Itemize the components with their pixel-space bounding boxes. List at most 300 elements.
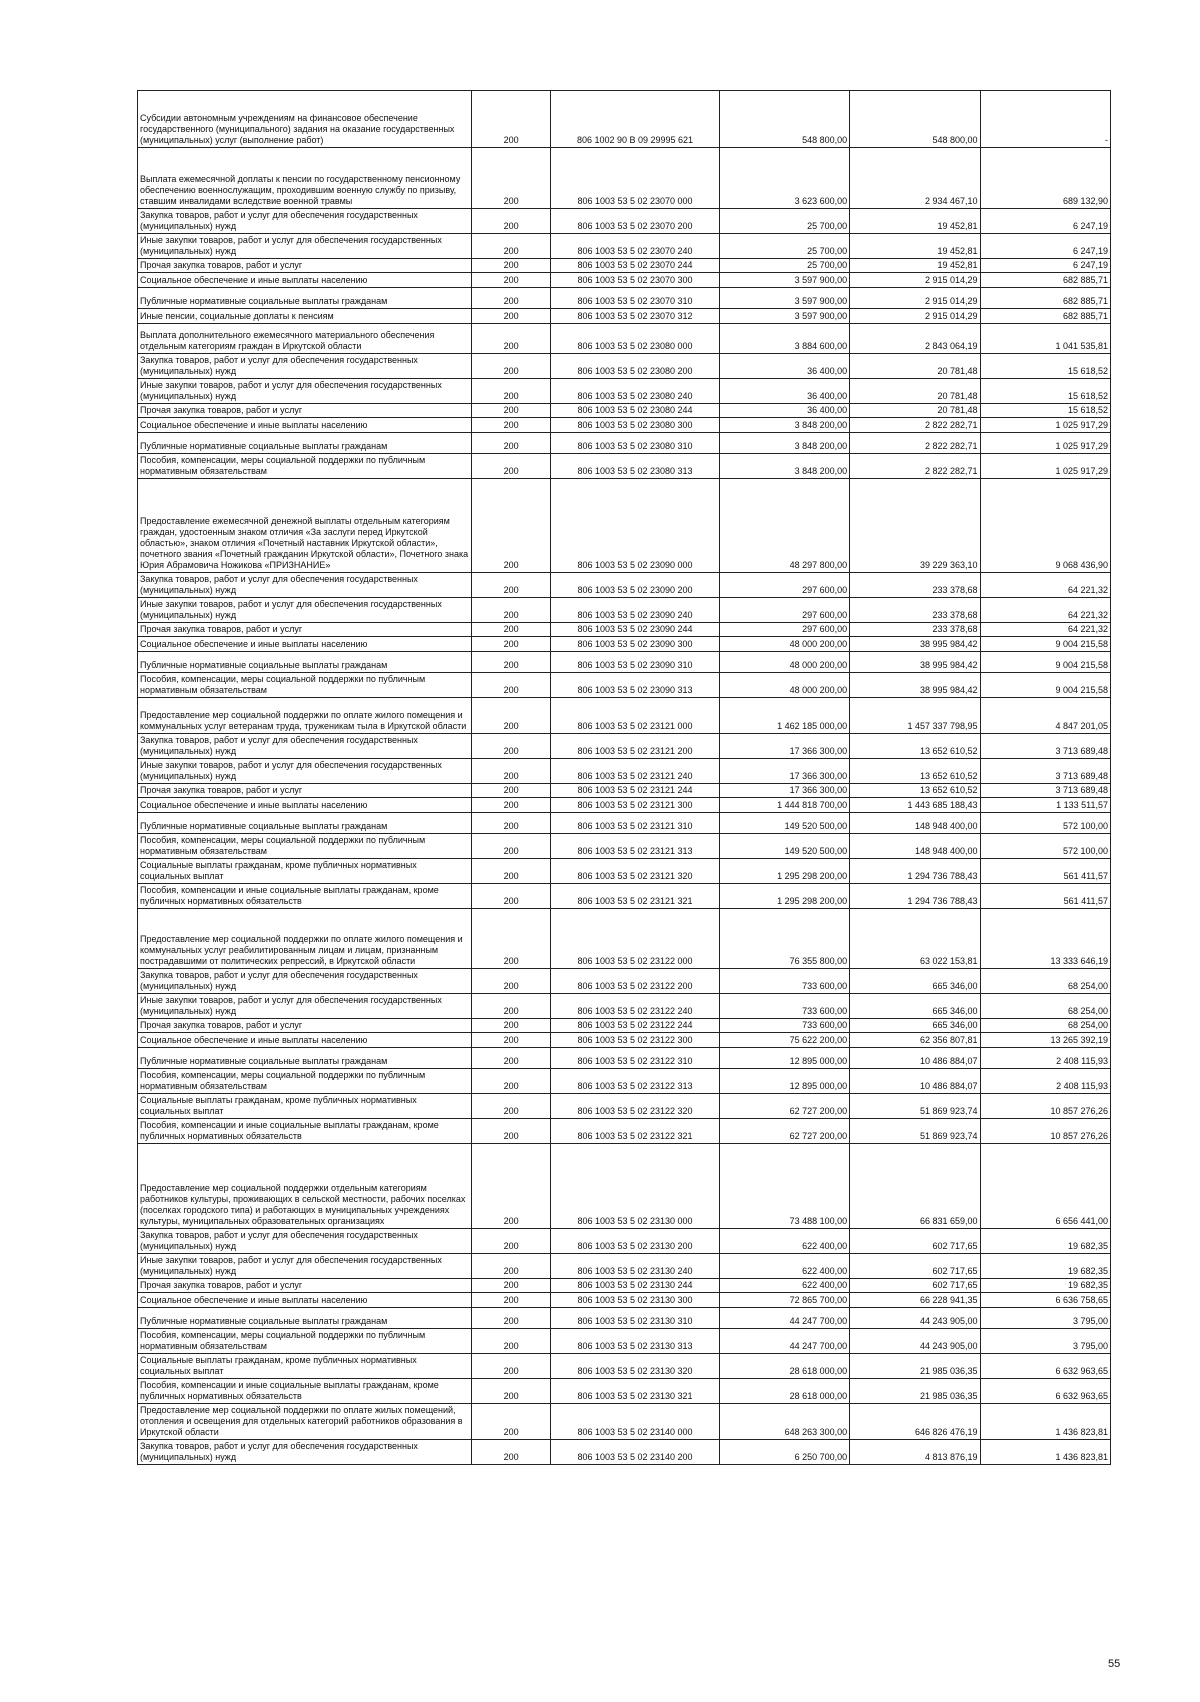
row-diff-cell: 3 713 689,48 [980,784,1110,798]
row-kbk-cell: 806 1003 53 5 02 23070 244 [551,259,720,273]
row-code-cell: 200 [472,309,551,324]
row-diff-cell: 68 254,00 [980,1019,1110,1033]
row-fact-cell: 665 346,00 [850,994,980,1019]
row-fact-cell: 10 486 884,07 [850,1048,980,1069]
row-name-cell: Иные закупки товаров, работ и услуг для обеспечения государственных (муниципальных) нужд [138,994,472,1019]
row-diff-cell: 1 041 535,81 [980,324,1110,354]
row-fact-cell: 1 457 337 798,95 [850,698,980,734]
row-fact-cell: 51 869 923,74 [850,1094,980,1119]
row-plan-cell: 149 520 500,00 [719,834,849,859]
row-diff-cell: 15 618,52 [980,404,1110,418]
row-diff-cell: 3 795,00 [980,1308,1110,1329]
row-code-cell: 200 [472,698,551,734]
row-kbk-cell: 806 1003 53 5 02 23080 313 [551,454,720,479]
row-fact-cell: 233 378,68 [850,573,980,598]
row-name-cell: Социальное обеспечение и иные выплаты населению [138,637,472,652]
row-kbk-cell: 806 1003 53 5 02 23121 000 [551,698,720,734]
table-row [138,454,1111,479]
row-fact-cell: 20 781,48 [850,354,980,379]
row-plan-cell: 25 700,00 [719,209,849,234]
row-plan-cell: 3 597 900,00 [719,288,849,309]
row-code-cell: 200 [472,324,551,354]
row-plan-cell: 1 444 818 700,00 [719,798,849,813]
table-row [138,209,1111,234]
row-name-cell: Иные закупки товаров, работ и услуг для обеспечения государственных (муниципальных) нужд [138,759,472,784]
row-fact-cell: 602 717,65 [850,1229,980,1254]
row-kbk-cell: 806 1003 53 5 02 23090 240 [551,598,720,623]
row-code-cell: 200 [472,969,551,994]
row-fact-cell: 2 915 014,29 [850,273,980,288]
row-fact-cell: 13 652 610,52 [850,734,980,759]
row-name-cell: Прочая закупка товаров, работ и услуг [138,404,472,418]
row-diff-cell: 10 857 276,26 [980,1119,1110,1144]
row-plan-cell: 48 000 200,00 [719,673,849,698]
row-name-cell: Закупка товаров, работ и услуг для обеспечения государственных (муниципальных) нужд [138,1440,472,1465]
row-diff-cell: 561 411,57 [980,859,1110,884]
row-name-cell: Публичные нормативные социальные выплаты гражданам [138,813,472,834]
table-row [138,1019,1111,1033]
row-plan-cell: 733 600,00 [719,1019,849,1033]
row-plan-cell: 62 727 200,00 [719,1119,849,1144]
row-fact-cell: 19 452,81 [850,209,980,234]
row-fact-cell: 66 228 941,35 [850,1293,980,1308]
table-row [138,1329,1111,1354]
row-name-cell: Пособия, компенсации, меры социальной поддержки по публичным нормативным обязательствам [138,454,472,479]
row-name-cell: Пособия, компенсации, меры социальной поддержки по публичным нормативным обязательствам [138,673,472,698]
row-diff-cell: 1 436 823,81 [980,1404,1110,1440]
row-diff-cell: 6 247,19 [980,234,1110,259]
row-kbk-cell: 806 1003 53 5 02 23130 000 [551,1144,720,1229]
row-fact-cell: 44 243 905,00 [850,1308,980,1329]
row-name-cell: Закупка товаров, работ и услуг для обеспечения государственных (муниципальных) нужд [138,209,472,234]
row-kbk-cell: 806 1003 53 5 02 23121 320 [551,859,720,884]
table-row [138,598,1111,623]
table-row [138,1293,1111,1308]
row-kbk-cell: 806 1003 53 5 02 23130 240 [551,1254,720,1279]
row-diff-cell: 68 254,00 [980,969,1110,994]
row-plan-cell: 3 848 200,00 [719,454,849,479]
row-code-cell: 200 [472,834,551,859]
row-code-cell: 200 [472,454,551,479]
table-row [138,1379,1111,1404]
row-code-cell: 200 [472,759,551,784]
row-name-cell: Закупка товаров, работ и услуг для обеспечения государственных (муниципальных) нужд [138,1229,472,1254]
table-row [138,404,1111,418]
table-row [138,1033,1111,1048]
row-name-cell: Предоставление ежемесячной денежной выплаты отдельным категориям граждан, удостоенным знаком отличия «За заслуги перед Иркутской областью», знаком отличия «Почетный наставник Иркутской области», почетного звания «Почетный гражданин Иркутской области», Почетного знака Юрия Абрамовича Ножикова «ПРИЗНАНИЕ» [138,479,472,573]
row-diff-cell: 3 795,00 [980,1329,1110,1354]
row-name-cell: Социальное обеспечение и иные выплаты населению [138,1293,472,1308]
row-code-cell: 200 [472,673,551,698]
row-plan-cell: 297 600,00 [719,573,849,598]
row-code-cell: 200 [472,1033,551,1048]
row-code-cell: 200 [472,1308,551,1329]
row-kbk-cell: 806 1003 53 5 02 23140 000 [551,1404,720,1440]
row-plan-cell: 12 895 000,00 [719,1069,849,1094]
row-diff-cell: 689 132,90 [980,148,1110,209]
table-row [138,1279,1111,1293]
row-plan-cell: 48 000 200,00 [719,637,849,652]
row-plan-cell: 17 366 300,00 [719,784,849,798]
row-kbk-cell: 806 1003 53 5 02 23121 200 [551,734,720,759]
row-fact-cell: 39 229 363,10 [850,479,980,573]
row-name-cell: Публичные нормативные социальные выплаты гражданам [138,433,472,454]
row-kbk-cell: 806 1003 53 5 02 23080 300 [551,418,720,433]
row-fact-cell: 2 822 282,71 [850,454,980,479]
row-name-cell: Пособия, компенсации, меры социальной поддержки по публичным нормативным обязательствам [138,1329,472,1354]
row-plan-cell: 548 800,00 [719,91,849,148]
row-fact-cell: 602 717,65 [850,1279,980,1293]
row-diff-cell: 1 025 917,29 [980,454,1110,479]
table-row [138,1308,1111,1329]
row-diff-cell: 6 656 441,00 [980,1144,1110,1229]
row-plan-cell: 1 295 298 200,00 [719,859,849,884]
row-diff-cell: 19 682,35 [980,1229,1110,1254]
row-fact-cell: 148 948 400,00 [850,834,980,859]
table-row [138,309,1111,324]
row-fact-cell: 233 378,68 [850,598,980,623]
row-code-cell: 200 [472,1440,551,1465]
row-kbk-cell: 806 1003 53 5 02 23122 240 [551,994,720,1019]
row-diff-cell: 6 247,19 [980,209,1110,234]
row-name-cell: Иные закупки товаров, работ и услуг для обеспечения государственных (муниципальных) нужд [138,234,472,259]
row-fact-cell: 13 652 610,52 [850,784,980,798]
row-fact-cell: 66 831 659,00 [850,1144,980,1229]
row-diff-cell: 64 221,32 [980,623,1110,637]
row-code-cell: 200 [472,734,551,759]
row-kbk-cell: 806 1003 53 5 02 23090 310 [551,652,720,673]
row-fact-cell: 38 995 984,42 [850,652,980,673]
row-code-cell: 200 [472,1144,551,1229]
row-code-cell: 200 [472,1094,551,1119]
row-diff-cell: 10 857 276,26 [980,1094,1110,1119]
row-plan-cell: 3 597 900,00 [719,309,849,324]
row-name-cell: Закупка товаров, работ и услуг для обеспечения государственных (муниципальных) нужд [138,734,472,759]
row-kbk-cell: 806 1003 53 5 02 23122 300 [551,1033,720,1048]
row-fact-cell: 44 243 905,00 [850,1329,980,1354]
row-name-cell: Пособия, компенсации и иные социальные выплаты гражданам, кроме публичных нормативных обязательств [138,1379,472,1404]
row-plan-cell: 62 727 200,00 [719,1094,849,1119]
table-row [138,479,1111,573]
row-plan-cell: 28 618 000,00 [719,1379,849,1404]
row-name-cell: Иные закупки товаров, работ и услуг для обеспечения государственных (муниципальных) нужд [138,598,472,623]
row-plan-cell: 44 247 700,00 [719,1308,849,1329]
row-name-cell: Социальные выплаты гражданам, кроме публичных нормативных социальных выплат [138,1094,472,1119]
row-code-cell: 200 [472,91,551,148]
row-plan-cell: 3 597 900,00 [719,273,849,288]
row-diff-cell: 6 632 963,65 [980,1354,1110,1379]
row-diff-cell: 682 885,71 [980,309,1110,324]
row-name-cell: Публичные нормативные социальные выплаты гражданам [138,1308,472,1329]
row-kbk-cell: 806 1003 53 5 02 23130 320 [551,1354,720,1379]
row-code-cell: 200 [472,234,551,259]
row-plan-cell: 622 400,00 [719,1279,849,1293]
row-kbk-cell: 806 1003 53 5 02 23070 310 [551,288,720,309]
row-fact-cell: 233 378,68 [850,623,980,637]
table-row [138,354,1111,379]
row-diff-cell: 6 632 963,65 [980,1379,1110,1404]
table-row [138,909,1111,969]
row-code-cell: 200 [472,418,551,433]
row-fact-cell: 19 452,81 [850,259,980,273]
row-plan-cell: 733 600,00 [719,994,849,1019]
row-diff-cell: 6 636 758,65 [980,1293,1110,1308]
row-name-cell: Социальное обеспечение и иные выплаты населению [138,798,472,813]
row-plan-cell: 25 700,00 [719,234,849,259]
row-diff-cell: 1 025 917,29 [980,433,1110,454]
row-code-cell: 200 [472,479,551,573]
table-row [138,969,1111,994]
row-fact-cell: 2 915 014,29 [850,309,980,324]
row-diff-cell: 6 247,19 [980,259,1110,273]
table-row [138,859,1111,884]
row-code-cell: 200 [472,884,551,909]
row-code-cell: 200 [472,1048,551,1069]
row-diff-cell: 9 068 436,90 [980,479,1110,573]
row-fact-cell: 2 934 467,10 [850,148,980,209]
row-code-cell: 200 [472,573,551,598]
row-plan-cell: 17 366 300,00 [719,734,849,759]
row-plan-cell: 75 622 200,00 [719,1033,849,1048]
table-row [138,1048,1111,1069]
table-row [138,288,1111,309]
row-diff-cell: 1 025 917,29 [980,418,1110,433]
row-name-cell: Социальное обеспечение и иные выплаты населению [138,1033,472,1048]
row-fact-cell: 38 995 984,42 [850,673,980,698]
row-plan-cell: 17 366 300,00 [719,759,849,784]
row-kbk-cell: 806 1003 53 5 02 23130 200 [551,1229,720,1254]
row-code-cell: 200 [472,379,551,404]
row-kbk-cell: 806 1003 53 5 02 23122 320 [551,1094,720,1119]
table-row [138,148,1111,209]
row-kbk-cell: 806 1003 53 5 02 23122 310 [551,1048,720,1069]
row-diff-cell: 682 885,71 [980,273,1110,288]
row-code-cell: 200 [472,909,551,969]
row-plan-cell: 733 600,00 [719,969,849,994]
table-row [138,1254,1111,1279]
row-plan-cell: 36 400,00 [719,404,849,418]
table-row [138,1404,1111,1440]
row-kbk-cell: 806 1003 53 5 02 23121 310 [551,813,720,834]
row-kbk-cell: 806 1003 53 5 02 23090 000 [551,479,720,573]
row-name-cell: Субсидии автономным учреждениям на финансовое обеспечение государственного (муниципального) задания на оказание государственных (муниципальных) услуг (выполнение работ) [138,91,472,148]
row-code-cell: 200 [472,1119,551,1144]
table-row [138,834,1111,859]
row-kbk-cell: 806 1003 53 5 02 23080 244 [551,404,720,418]
row-kbk-cell: 806 1003 53 5 02 23130 244 [551,1279,720,1293]
row-kbk-cell: 806 1003 53 5 02 23080 310 [551,433,720,454]
row-fact-cell: 20 781,48 [850,404,980,418]
row-name-cell: Выплата ежемесячной доплаты к пенсии по государственному пенсионному обеспечению военнослужащим, проходившим военную службу по призыву, ставшим инвалидами вследствие военной травмы [138,148,472,209]
budget-table [137,90,1111,1465]
row-plan-cell: 3 884 600,00 [719,324,849,354]
row-diff-cell: - [980,91,1110,148]
row-fact-cell: 63 022 153,81 [850,909,980,969]
row-name-cell: Закупка товаров, работ и услуг для обеспечения государственных (муниципальных) нужд [138,969,472,994]
row-name-cell: Социальные выплаты гражданам, кроме публичных нормативных социальных выплат [138,1354,472,1379]
row-plan-cell: 297 600,00 [719,623,849,637]
row-plan-cell: 3 848 200,00 [719,433,849,454]
row-code-cell: 200 [472,784,551,798]
row-fact-cell: 21 985 036,35 [850,1379,980,1404]
row-diff-cell: 9 004 215,58 [980,673,1110,698]
row-name-cell: Прочая закупка товаров, работ и услуг [138,623,472,637]
row-name-cell: Предоставление мер социальной поддержки по оплате жилых помещений, отопления и освещения для отдельных категорий работников образования в Иркутской области [138,1404,472,1440]
row-diff-cell: 13 333 646,19 [980,909,1110,969]
table-row [138,673,1111,698]
row-name-cell: Иные закупки товаров, работ и услуг для обеспечения государственных (муниципальных) нужд [138,379,472,404]
table-row [138,324,1111,354]
row-name-cell: Пособия, компенсации и иные социальные выплаты гражданам, кроме публичных нормативных обязательств [138,1119,472,1144]
row-code-cell: 200 [472,859,551,884]
row-name-cell: Публичные нормативные социальные выплаты гражданам [138,1048,472,1069]
row-name-cell: Иные пенсии, социальные доплаты к пенсиям [138,309,472,324]
table-row [138,698,1111,734]
row-fact-cell: 62 356 807,81 [850,1033,980,1048]
row-name-cell: Предоставление мер социальной поддержки по оплате жилого помещения и коммунальных услуг реабилитированным лицам и лицам, признанным пострадавшими от политических репрессий, в Иркутской области [138,909,472,969]
table-row [138,884,1111,909]
table-row [138,813,1111,834]
row-kbk-cell: 806 1003 53 5 02 23090 200 [551,573,720,598]
row-fact-cell: 1 443 685 188,43 [850,798,980,813]
table-row [138,379,1111,404]
row-fact-cell: 4 813 876,19 [850,1440,980,1465]
row-code-cell: 200 [472,259,551,273]
row-plan-cell: 73 488 100,00 [719,1144,849,1229]
table-row [138,652,1111,673]
row-plan-cell: 648 263 300,00 [719,1404,849,1440]
row-diff-cell: 3 713 689,48 [980,734,1110,759]
row-fact-cell: 20 781,48 [850,379,980,404]
row-diff-cell: 2 408 115,93 [980,1048,1110,1069]
row-kbk-cell: 806 1003 53 5 02 23090 244 [551,623,720,637]
row-fact-cell: 2 822 282,71 [850,418,980,433]
row-plan-cell: 149 520 500,00 [719,813,849,834]
row-diff-cell: 3 713 689,48 [980,759,1110,784]
row-code-cell: 200 [472,1329,551,1354]
table-body [138,91,1111,1465]
row-kbk-cell: 806 1003 53 5 02 23121 313 [551,834,720,859]
table-row [138,1094,1111,1119]
row-plan-cell: 36 400,00 [719,379,849,404]
row-fact-cell: 38 995 984,42 [850,637,980,652]
row-plan-cell: 622 400,00 [719,1229,849,1254]
row-diff-cell: 64 221,32 [980,598,1110,623]
row-kbk-cell: 806 1003 53 5 02 23122 321 [551,1119,720,1144]
row-code-cell: 200 [472,404,551,418]
row-kbk-cell: 806 1003 53 5 02 23122 313 [551,1069,720,1094]
row-fact-cell: 665 346,00 [850,1019,980,1033]
row-plan-cell: 28 618 000,00 [719,1354,849,1379]
table-row [138,994,1111,1019]
row-kbk-cell: 806 1003 53 5 02 23070 240 [551,234,720,259]
row-diff-cell: 9 004 215,58 [980,652,1110,673]
row-name-cell: Социальное обеспечение и иные выплаты населению [138,273,472,288]
page-number: 55 [1108,1658,1121,1670]
row-code-cell: 200 [472,1379,551,1404]
row-plan-cell: 12 895 000,00 [719,1048,849,1069]
row-kbk-cell: 806 1003 53 5 02 23080 000 [551,324,720,354]
row-kbk-cell: 806 1002 90 В 09 29995 621 [551,91,720,148]
row-code-cell: 200 [472,1293,551,1308]
row-kbk-cell: 806 1003 53 5 02 23122 244 [551,1019,720,1033]
row-diff-cell: 9 004 215,58 [980,637,1110,652]
row-diff-cell: 15 618,52 [980,379,1110,404]
row-plan-cell: 3 848 200,00 [719,418,849,433]
row-kbk-cell: 806 1003 53 5 02 23121 240 [551,759,720,784]
row-code-cell: 200 [472,1254,551,1279]
row-code-cell: 200 [472,288,551,309]
row-kbk-cell: 806 1003 53 5 02 23080 200 [551,354,720,379]
row-fact-cell: 2 822 282,71 [850,433,980,454]
row-code-cell: 200 [472,994,551,1019]
row-name-cell: Публичные нормативные социальные выплаты гражданам [138,652,472,673]
row-plan-cell: 3 623 600,00 [719,148,849,209]
row-diff-cell: 19 682,35 [980,1254,1110,1279]
row-code-cell: 200 [472,273,551,288]
row-kbk-cell: 806 1003 53 5 02 23090 313 [551,673,720,698]
table-row [138,234,1111,259]
row-code-cell: 200 [472,148,551,209]
row-code-cell: 200 [472,1404,551,1440]
table-row [138,1440,1111,1465]
row-name-cell: Социальное обеспечение и иные выплаты населению [138,418,472,433]
row-diff-cell: 15 618,52 [980,354,1110,379]
row-fact-cell: 1 294 736 788,43 [850,859,980,884]
row-diff-cell: 561 411,57 [980,884,1110,909]
row-fact-cell: 2 843 064,19 [850,324,980,354]
row-fact-cell: 548 800,00 [850,91,980,148]
row-kbk-cell: 806 1003 53 5 02 23070 300 [551,273,720,288]
table-row [138,784,1111,798]
row-name-cell: Прочая закупка товаров, работ и услуг [138,784,472,798]
row-kbk-cell: 806 1003 53 5 02 23070 000 [551,148,720,209]
row-name-cell: Пособия, компенсации и иные социальные выплаты гражданам, кроме публичных нормативных обязательств [138,884,472,909]
row-code-cell: 200 [472,1229,551,1254]
row-kbk-cell: 806 1003 53 5 02 23130 300 [551,1293,720,1308]
table-row [138,1069,1111,1094]
table-row [138,798,1111,813]
table-row [138,637,1111,652]
table-row [138,273,1111,288]
row-code-cell: 200 [472,798,551,813]
row-name-cell: Публичные нормативные социальные выплаты гражданам [138,288,472,309]
row-plan-cell: 1 295 298 200,00 [719,884,849,909]
row-fact-cell: 51 869 923,74 [850,1119,980,1144]
row-code-cell: 200 [472,637,551,652]
row-diff-cell: 1 436 823,81 [980,1440,1110,1465]
row-code-cell: 200 [472,433,551,454]
row-name-cell: Пособия, компенсации, меры социальной поддержки по публичным нормативным обязательствам [138,834,472,859]
row-fact-cell: 665 346,00 [850,969,980,994]
table-row [138,1144,1111,1229]
row-diff-cell: 13 265 392,19 [980,1033,1110,1048]
row-kbk-cell: 806 1003 53 5 02 23070 312 [551,309,720,324]
row-fact-cell: 646 826 476,19 [850,1404,980,1440]
row-kbk-cell: 806 1003 53 5 02 23121 300 [551,798,720,813]
row-fact-cell: 1 294 736 788,43 [850,884,980,909]
row-name-cell: Социальные выплаты гражданам, кроме публичных нормативных социальных выплат [138,859,472,884]
table-row [138,418,1111,433]
table-row [138,91,1111,148]
row-kbk-cell: 806 1003 53 5 02 23121 244 [551,784,720,798]
row-plan-cell: 48 297 800,00 [719,479,849,573]
table-row [138,1229,1111,1254]
table-row [138,573,1111,598]
row-kbk-cell: 806 1003 53 5 02 23130 313 [551,1329,720,1354]
row-fact-cell: 10 486 884,07 [850,1069,980,1094]
table-row [138,734,1111,759]
